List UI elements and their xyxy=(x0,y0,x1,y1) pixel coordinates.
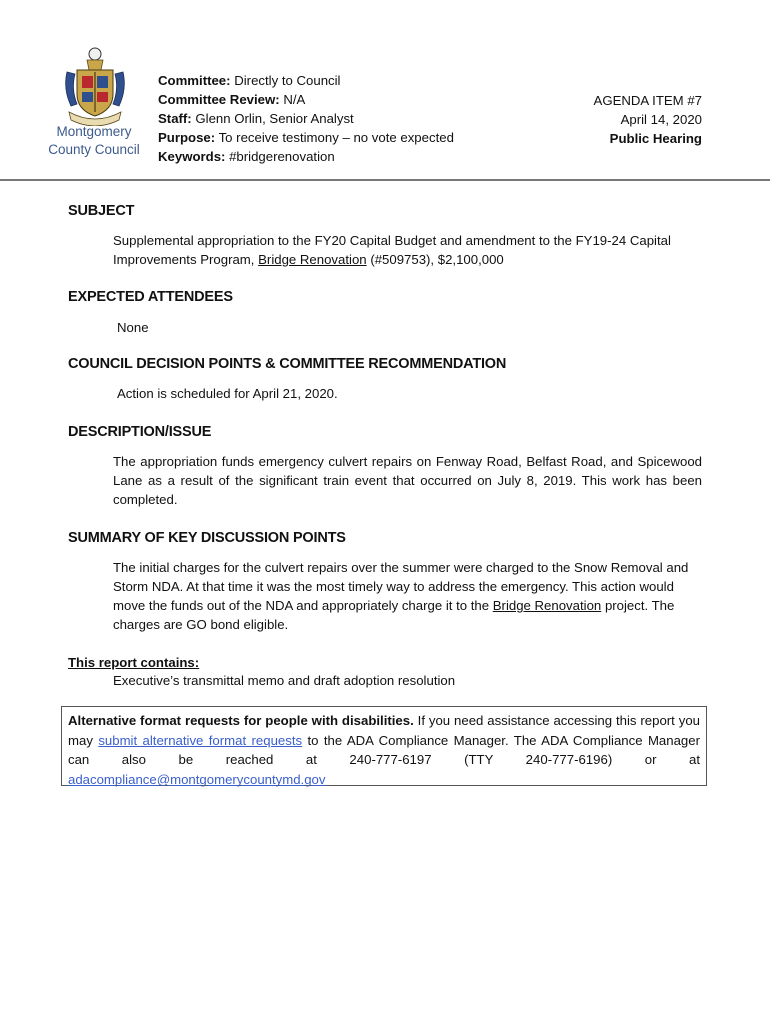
council-name xyxy=(40,123,148,159)
header-divider xyxy=(0,179,770,181)
review-line xyxy=(158,90,454,109)
council-name-line1: Montgomery xyxy=(56,124,132,139)
council-name-line2: County Council xyxy=(48,142,140,157)
keywords-line xyxy=(158,147,454,166)
purpose-value: To receive testimony – no vote expected xyxy=(218,130,454,145)
agenda-date: April 14, 2020 xyxy=(620,112,702,127)
bridge-renovation-ref-2: Bridge Renovation xyxy=(492,598,602,613)
ada-notice-box: Alternative format requests for people with disabilities. If you need assistance accessing this report you may submit alternative format requests to the ADA Compliance Manager. The ADA Compliance Manager can also be reached at 240-777-6197 (TTY 240-777-6196) or at adacompliance@montgomerycountymd.gov xyxy=(61,706,707,786)
decision-heading: COUNCIL DECISION POINTS & COMMITTEE RECOMMENDATION xyxy=(68,356,507,372)
staff-line xyxy=(158,109,454,128)
attendees-text: None xyxy=(117,320,149,335)
agenda-block xyxy=(594,91,702,148)
submit-alternative-format-link[interactable]: submit alternative format requests xyxy=(98,732,303,748)
summary-heading: SUMMARY OF KEY DISCUSSION POINTS xyxy=(68,530,346,546)
description-text: The appropriation funds emergency culvert repairs on Fenway Road, Belfast Road, and Spicewood Lane as a result of the significant train event that occurred on July 8, 2019. This work has been completed. xyxy=(113,454,702,507)
committee-label: Committee: xyxy=(158,73,231,88)
staff-label: Staff: xyxy=(158,111,192,126)
report-contains-text: Executive’s transmittal memo and draft adoption resolution xyxy=(113,673,456,688)
hearing-type: Public Hearing xyxy=(609,131,702,146)
agenda-item: AGENDA ITEM #7 xyxy=(593,93,702,108)
description-heading: DESCRIPTION/ISSUE xyxy=(68,424,212,440)
summary-text: The initial charges for the culvert repairs over the summer were charged to the Snow Removal and Storm NDA. At that time it was the most timely way to address the emergency. This action would move the funds out of the NDA and appropriately charge it to the Bridge Renovation project. The charges are GO bond eligible. xyxy=(113,560,689,632)
purpose-line xyxy=(158,128,454,147)
review-value: N/A xyxy=(283,92,306,107)
county-seal-logo xyxy=(55,44,135,126)
staff-value: Glenn Orlin, Senior Analyst xyxy=(195,111,354,126)
subject-line1: Supplemental appropriation to the FY20 Capital Budget and amendment to the FY19-24 Capital xyxy=(113,233,671,248)
committee-line xyxy=(158,71,454,90)
keywords-value: #bridgerenovation xyxy=(229,149,335,164)
report-contains-heading: This report contains: xyxy=(68,655,200,670)
attendees-heading: EXPECTED ATTENDEES xyxy=(68,289,233,305)
decision-text: Action is scheduled for April 21, 2020. xyxy=(117,386,338,401)
committee-value: Directly to Council xyxy=(234,73,341,88)
purpose-label: Purpose: xyxy=(158,130,216,145)
ada-email-link[interactable]: adacompliance@montgomerycountymd.gov xyxy=(68,771,326,787)
meta-block xyxy=(158,71,454,166)
ada-bold: Alternative format requests for people with disabilities. xyxy=(68,713,414,728)
subject-heading: SUBJECT xyxy=(68,203,135,219)
subject-text xyxy=(113,231,713,269)
review-label: Committee Review: xyxy=(158,92,280,107)
subject-line2: Improvements Program, Bridge Renovation (#509753), $2,100,000 xyxy=(113,252,504,267)
keywords-label: Keywords: xyxy=(158,149,226,164)
bridge-renovation-ref: Bridge Renovation xyxy=(258,252,367,267)
